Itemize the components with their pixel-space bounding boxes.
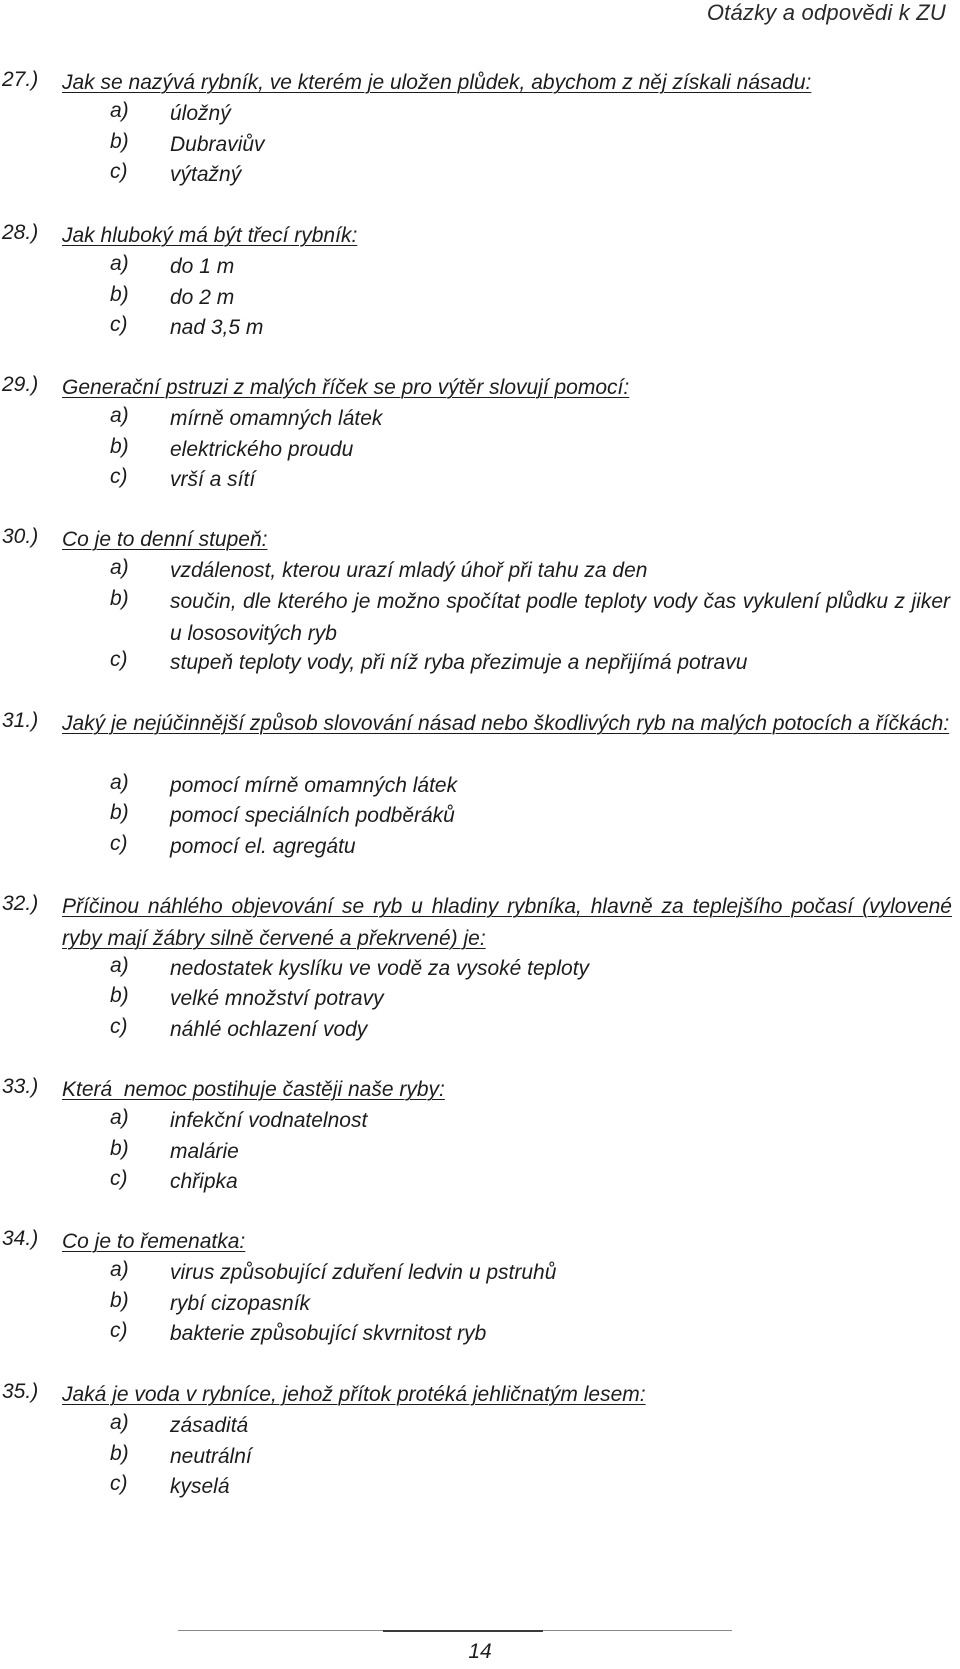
question-text: Jaká je voda v rybníce, jehož přítok protéká jehličnatým lesem: [62,1383,646,1406]
answer-text: kyselá [170,1475,230,1498]
answer-text: součin, dle kterého je možno spočítat podle teploty vody čas vykulení plůdku z jiker u lososovitých ryb [170,590,950,645]
answer-option [0,1319,960,1351]
question-text: Která nemoc postihuje častěji naše ryby: [62,1078,445,1101]
answer-text: rybí cizopasník [170,1292,311,1315]
question-number: 29.) [2,373,39,396]
answer-option [0,404,960,436]
question-number: 32.) [2,892,39,915]
footer-divider [178,1630,732,1631]
answer-letter: c) [110,648,128,671]
answer-letter: a) [110,556,129,579]
page-number: 14 [468,1640,492,1663]
answer-letter: a) [110,954,129,977]
answer-letter: a) [110,771,129,794]
answer-letter: b) [110,587,129,610]
answer-letter: a) [110,404,129,427]
answer-option [0,954,960,986]
answer-option [0,1472,960,1504]
answer-option [0,1258,960,1290]
question-text: Jak hluboký má být třecí rybník: [62,224,358,247]
answer-letter: c) [110,465,128,488]
answer-text: zásaditá [170,1414,249,1437]
answer-option [0,1442,960,1474]
answer-text: chřipka [170,1170,238,1193]
answer-text: elektrického proudu [170,438,354,461]
answer-letter: b) [110,130,129,153]
answer-option [0,435,960,467]
answer-option [0,160,960,192]
answer-text: do 2 m [170,286,235,309]
answer-option [0,1106,960,1138]
answer-option [0,1167,960,1199]
answer-text: mírně omamných látek [170,407,383,430]
answer-option [0,465,960,497]
answer-letter: b) [110,1442,129,1465]
answer-option [0,556,960,588]
question-number: 35.) [2,1380,39,1403]
question-number: 33.) [2,1075,39,1098]
answer-letter: b) [110,435,129,458]
answer-text: infekční vodnatelnost [170,1109,368,1132]
answer-letter: c) [110,1167,128,1190]
question-text: Co je to řemenatka: [62,1230,246,1253]
answer-text: výtažný [170,163,242,186]
answer-text: malárie [170,1140,239,1163]
answer-text: bakterie způsobující skvrnitost ryb [170,1322,487,1345]
question-number: 28.) [2,221,39,244]
answer-text: úložný [170,102,231,125]
question-text: Co je to denní stupeň: [62,528,268,551]
answer-option [0,801,960,833]
answer-option [0,1289,960,1321]
answer-text: neutrální [170,1445,252,1468]
answer-option [0,99,960,131]
question-text: Příčinou náhlého objevování se ryb u hladiny rybníka, hlavně za teplejšího počasí (vylovené ryby mají žábry silně červené a překrvené) je: [62,895,952,950]
answer-text: vrší a sítí [170,468,256,491]
answer-letter: a) [110,1258,129,1281]
page-header: Otázky a odpovědi k ZU [706,0,946,25]
question-number: 30.) [2,525,39,548]
answer-letter: a) [110,99,129,122]
answer-text: náhlé ochlazení vody [170,1018,368,1041]
answer-option [0,771,960,803]
answer-option [0,648,960,680]
answer-letter: b) [110,801,129,824]
question-number: 31.) [2,709,39,732]
answer-option [0,1015,960,1047]
footer-divider-accent [383,1630,543,1632]
answer-letter: c) [110,1319,128,1342]
answer-letter: a) [110,1106,129,1129]
answer-option [0,283,960,315]
answer-option [0,832,960,864]
answer-option [0,1137,960,1169]
answer-letter: c) [110,832,128,855]
answer-letter: b) [110,283,129,306]
answer-letter: c) [110,1472,128,1495]
question-number: 34.) [2,1227,39,1250]
question-text: Generační pstruzi z malých říček se pro výtěr slovují pomocí: [62,376,630,399]
answer-option [0,252,960,284]
answer-text: velké množství potravy [170,987,384,1010]
answer-letter: c) [110,313,128,336]
answer-letter: b) [110,1137,129,1160]
answer-text: pomocí mírně omamných látek [170,774,458,797]
answer-letter: a) [110,1411,129,1434]
answer-option [0,130,960,162]
question-text: Jaký je nejúčinnější způsob slovování násad nebo škodlivých ryb na malých potocích a říčkách: [62,712,950,735]
answer-option [0,587,960,649]
answer-text: Dubraviův [170,133,265,156]
answer-letter: a) [110,252,129,275]
question-text: Jak se nazývá rybník, ve kterém je uložen plůdek, abychom z něj získali násadu: [62,71,812,94]
answer-letter: b) [110,1289,129,1312]
answer-letter: c) [110,1015,128,1038]
answer-text: vzdálenost, kterou urazí mladý úhoř při tahu za den [170,559,648,582]
answer-letter: c) [110,160,128,183]
answer-option [0,984,960,1016]
answer-text: nad 3,5 m [170,316,264,339]
answer-text: pomocí el. agregátu [170,835,356,858]
answer-text: virus způsobující zduření ledvin u pstruhů [170,1261,557,1284]
answer-text: nedostatek kyslíku ve vodě za vysoké teploty [170,957,590,980]
answer-option [0,1411,960,1443]
answer-letter: b) [110,984,129,1007]
answer-text: stupeň teploty vody, při níž ryba přezimuje a nepřijímá potravu [170,651,748,674]
answer-text: pomocí speciálních podběráků [170,804,455,827]
answer-option [0,313,960,345]
question-number: 27.) [2,68,39,91]
answer-text: do 1 m [170,255,235,278]
